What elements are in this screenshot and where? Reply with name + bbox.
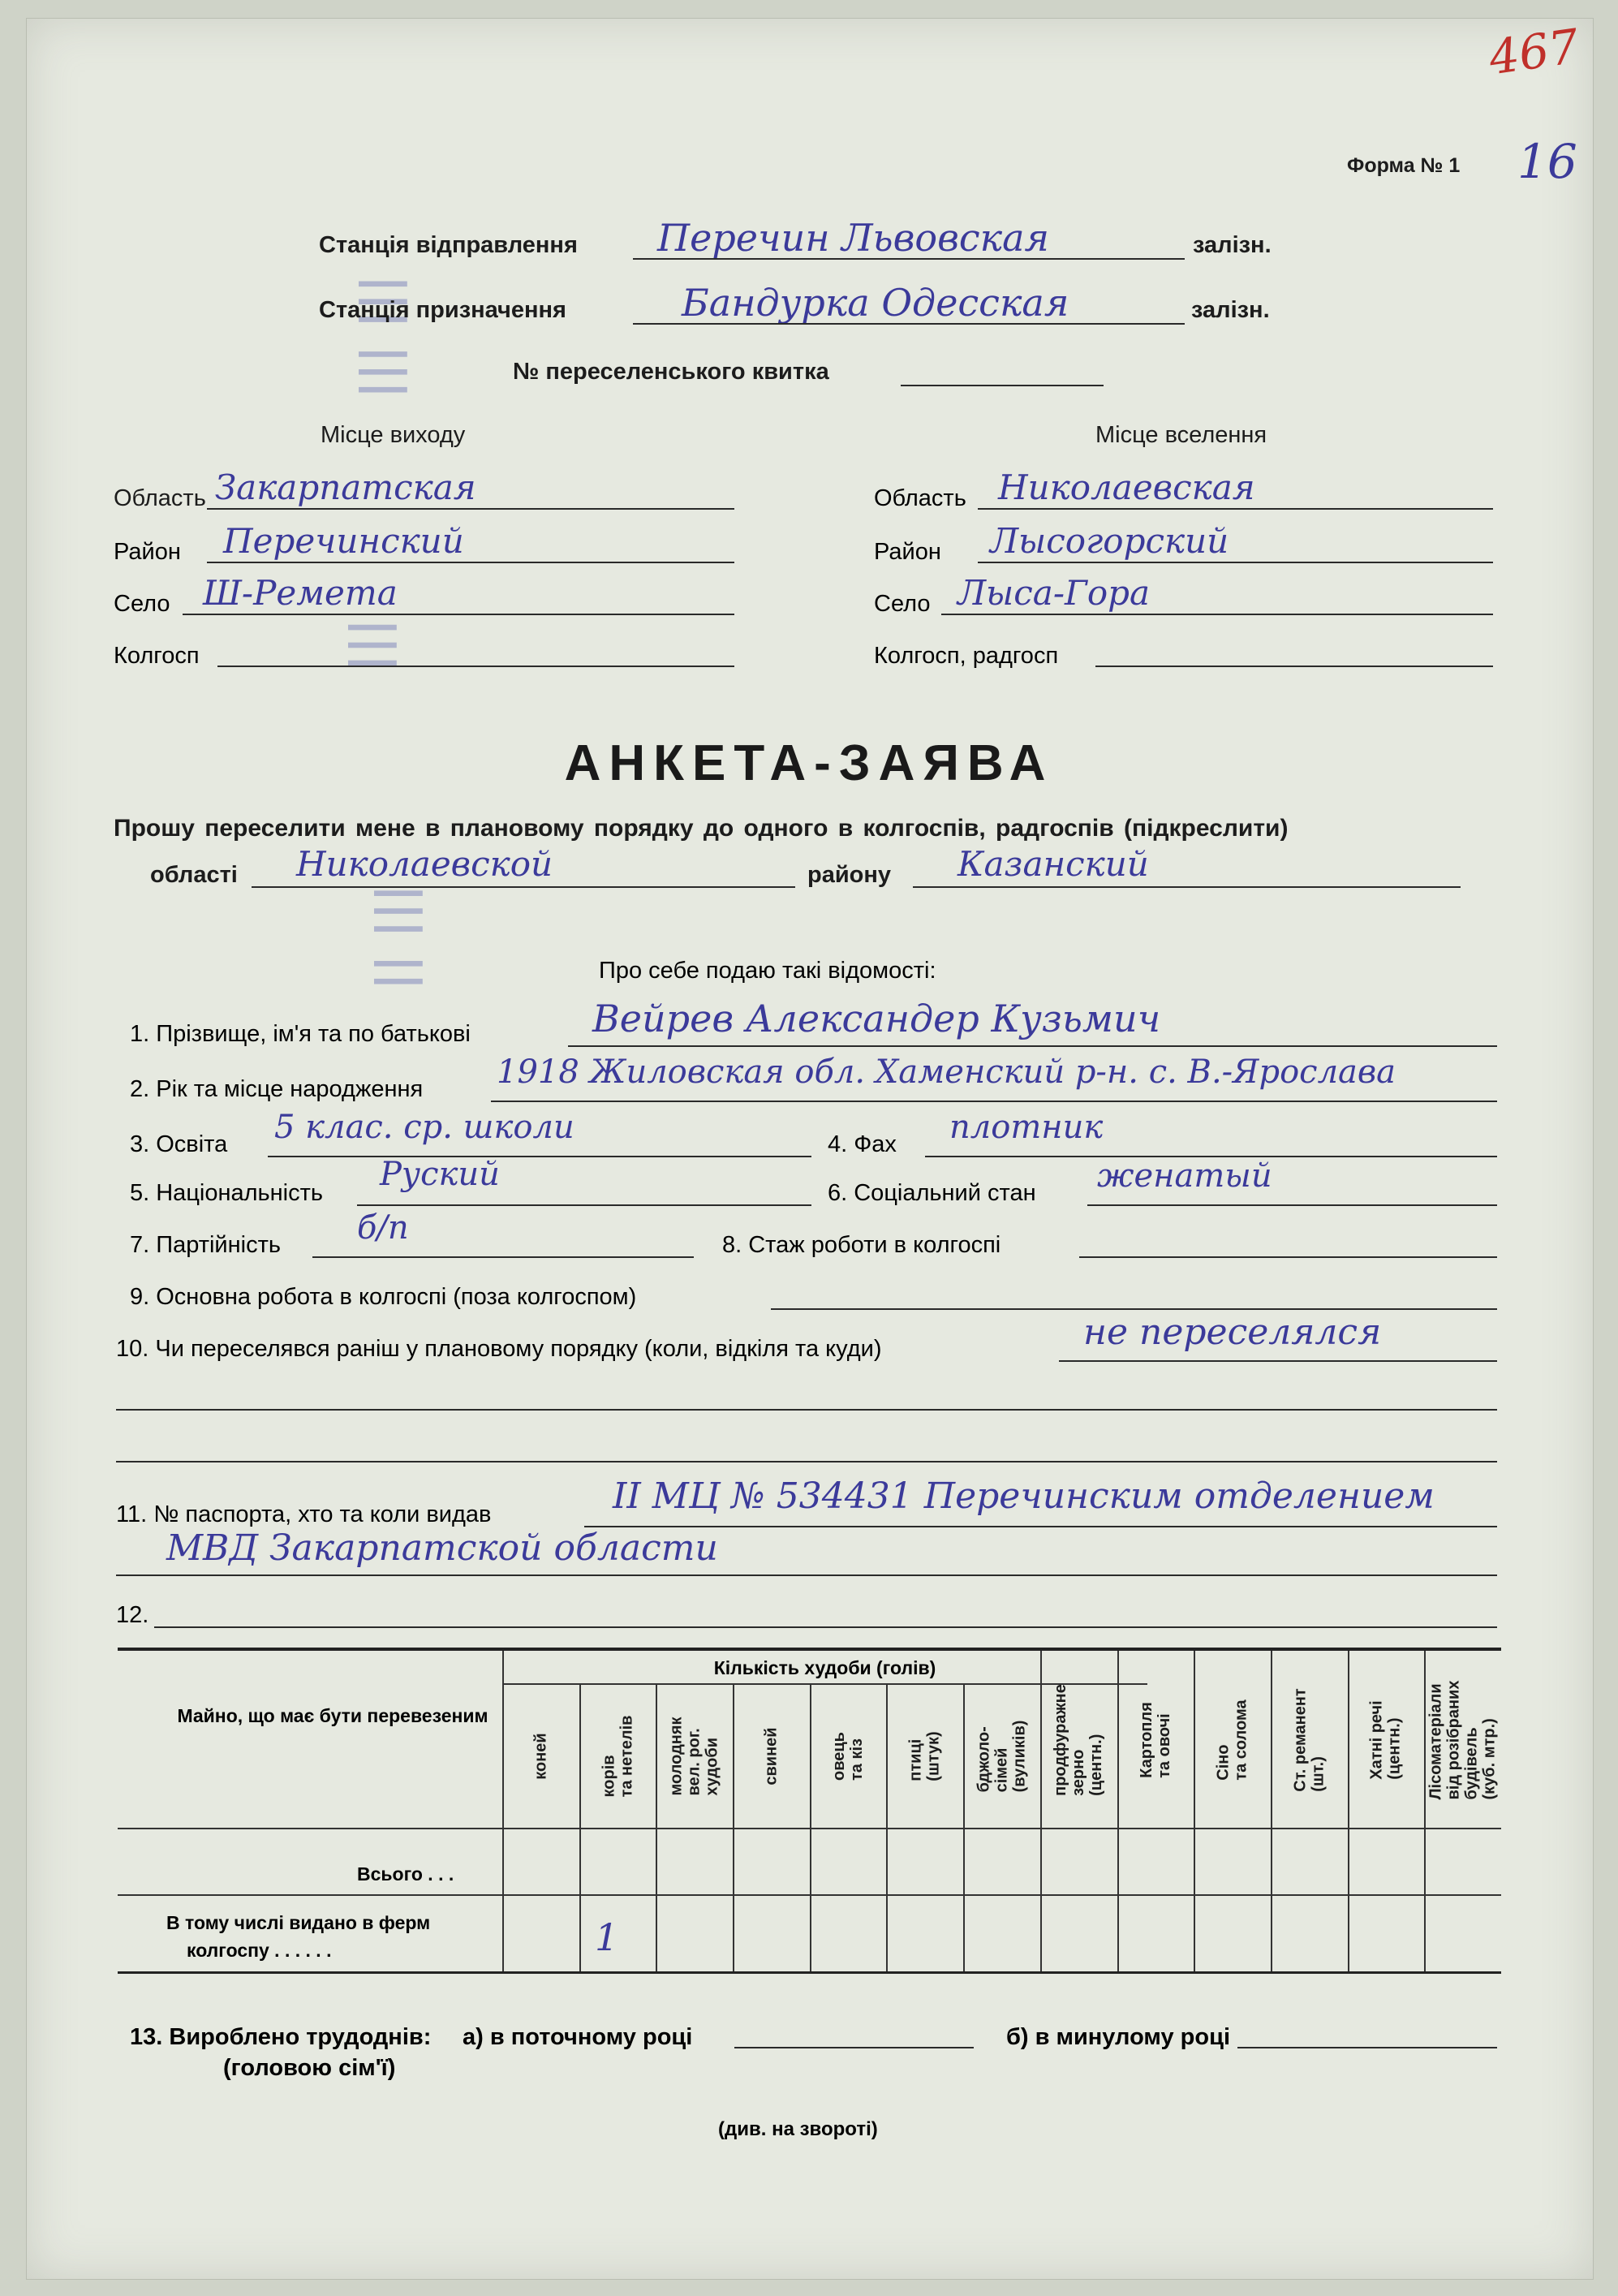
origin-raion-value: Перечинский [223, 521, 464, 561]
item7-label: 7. Партійність [130, 1232, 281, 1258]
table-col-header: коней [531, 1733, 550, 1780]
table-row-header: Майно, що має бути перевезеним [177, 1705, 488, 1726]
item6-label: 6. Соціальний стан [828, 1180, 1036, 1206]
destination-station-suffix: залізн. [1191, 297, 1270, 323]
item5-label: 5. Національність [130, 1180, 324, 1206]
origin-kolhosp-label: Колгосп [114, 643, 200, 669]
item6-value: женатый [1097, 1157, 1272, 1195]
row-farm-label-1: В тому числі видано в ферм [166, 1912, 431, 1933]
origin-oblast-line [207, 508, 734, 510]
item7-line [312, 1256, 694, 1258]
table-col-header: овець та кіз [830, 1732, 867, 1781]
destination-station-value: Бандурка Одесская [682, 281, 1069, 325]
departure-label: Станція відправлення [319, 232, 578, 258]
table-col-header: Лісоматеріали від розібраних будівель (куб. мтр.) [1427, 1680, 1499, 1800]
item4-label: 4. Фах [828, 1131, 897, 1157]
item11-line-1 [584, 1526, 1497, 1527]
destination-station-label: Станція призначення [319, 297, 566, 323]
property-table [118, 1648, 1501, 1974]
table-col-header: птиці (штук) [906, 1731, 943, 1781]
archive-number: 467 [1485, 18, 1582, 86]
item11-value-2: МВД Закарпатской области [166, 1527, 718, 1569]
item1-value: Вейрев Александер Кузьмич [592, 997, 1161, 1040]
departure-line [633, 258, 1185, 260]
item10-line [1059, 1360, 1497, 1362]
dest-kolhosp-label: Колгосп, радгосп [874, 643, 1059, 669]
item11-label: 11. № паспорта, хто та коли видав [116, 1501, 492, 1527]
about-heading: Про себе подаю такі відомості: [599, 958, 936, 984]
item5-value: Руский [380, 1156, 500, 1193]
workdays-last-line [1237, 2047, 1497, 2048]
table-col-header: Хатні речі (центн.) [1367, 1700, 1404, 1780]
dest-selo-label: Село [874, 591, 931, 617]
origin-kolhosp-line [217, 666, 734, 667]
table-col-header: молодняк вел. рог. худоби [667, 1717, 721, 1796]
table-col-header: Картопля та овочі [1137, 1702, 1173, 1778]
item5-line [357, 1204, 811, 1206]
dest-selo-line [941, 614, 1493, 615]
origin-selo-value: Ш-Ремета [203, 573, 398, 613]
item2-label: 2. Рік та місце народження [130, 1076, 424, 1102]
dest-oblast-value: Николаевская [998, 467, 1255, 507]
item3-label: 3. Освіта [130, 1131, 228, 1157]
origin-selo-label: Село [114, 591, 170, 617]
dest-oblast-line [978, 508, 1493, 510]
table-col-header: свиней [762, 1727, 781, 1786]
item11-line-2 [116, 1574, 1497, 1576]
origin-selo-line [183, 614, 734, 615]
workdays-last-label: б) в минулому році [1006, 2024, 1230, 2050]
row-total-label: Всього . . . [357, 1863, 454, 1885]
workdays-label: 13. Вироблено трудоднів: [130, 2024, 432, 2050]
workdays-current-label: а) в поточному році [463, 2024, 693, 2050]
footer-note: (див. на звороті) [718, 2118, 878, 2140]
destination-station-line [633, 323, 1185, 325]
form-title: АНКЕТА-ЗАЯВА [564, 735, 1054, 791]
dest-raion-label: Район [874, 539, 941, 565]
item2-line [491, 1101, 1497, 1102]
workdays-current-line [734, 2047, 974, 2048]
dest-oblast-label: Область [874, 485, 966, 511]
workdays-sublabel: (головою сім'ї) [223, 2055, 396, 2081]
item2-value: 1918 Жиловская обл. Хаменский р-н. с. В.-Ярослава [497, 1053, 1396, 1091]
request-text: Прошу переселити мене в плановому порядку до одного в колгоспів, радгоспів (підкреслити) [114, 815, 1289, 842]
form-label: Форма № 1 [1347, 154, 1461, 177]
table-group-header: Кількість худоби (голів) [713, 1657, 936, 1678]
item9-line [771, 1308, 1497, 1310]
departure-value: Перечин Львовская [657, 216, 1049, 260]
item12-label: 12. [116, 1602, 149, 1628]
table-col-header: бджоло- сімей (вуликів) [975, 1720, 1029, 1793]
dest-kolhosp-line [1095, 666, 1493, 667]
item8-label: 8. Стаж роботи в колгоспі [722, 1232, 1001, 1258]
table-col-header: Сіно та солома [1214, 1699, 1250, 1781]
item8-line [1079, 1256, 1497, 1258]
table-col-header: Ст. реманент (шт.) [1291, 1688, 1328, 1792]
sheet-number: 16 [1517, 134, 1577, 189]
dest-raion-line [978, 562, 1493, 563]
row-farm-label-2: колгоспу . . . . . . [187, 1940, 332, 1961]
row-farm-cows-value: 1 [595, 1915, 619, 1959]
origin-heading: Місце виходу [321, 422, 466, 448]
origin-raion-line [207, 562, 734, 563]
item11-value-1: II МЦ № 534431 Перечинским отделением [613, 1475, 1435, 1517]
departure-suffix: залізн. [1193, 232, 1272, 258]
item10-extra-line-1 [116, 1409, 1497, 1411]
item12-line [154, 1626, 1497, 1628]
item6-line [1087, 1204, 1497, 1206]
ticket-label: № переселенського квитка [513, 359, 829, 385]
request-oblast-label: області [150, 862, 238, 888]
item9-label: 9. Основна робота в колгоспі (поза колгоспом) [130, 1284, 637, 1310]
origin-oblast-value: Закарпатская [215, 467, 476, 507]
request-raion-label: району [807, 862, 892, 888]
item7-value: б/п [357, 1209, 409, 1247]
table-col-header: продфуражне зерно (центн.) [1052, 1684, 1106, 1796]
request-oblast-value: Николаевской [296, 844, 553, 884]
item3-line [268, 1156, 811, 1157]
item10-value: не переселялся [1083, 1312, 1382, 1353]
item3-value: 5 клас. ср. школи [274, 1109, 574, 1146]
origin-raion-label: Район [114, 539, 181, 565]
dest-selo-value: Лыса-Гора [957, 573, 1151, 613]
item10-extra-line-2 [116, 1461, 1497, 1462]
faded-stamp-marks: ||| ||| ||| ||| || [346, 274, 431, 991]
origin-oblast-label: Область [114, 485, 206, 511]
item1-label: 1. Прізвище, ім'я та по батькові [130, 1021, 471, 1047]
request-raion-line [913, 886, 1461, 888]
settlement-heading: Місце вселення [1095, 422, 1267, 448]
item4-value: плотник [949, 1109, 1104, 1146]
item10-label: 10. Чи переселявся раніш у плановому порядку (коли, відкіля та куди) [116, 1336, 882, 1362]
request-oblast-line [252, 886, 795, 888]
dest-raion-value: Лысогорский [990, 521, 1229, 561]
request-raion-value: Казанский [957, 844, 1149, 884]
table-col-header: корів та нетелів [600, 1715, 636, 1798]
ticket-line [901, 385, 1104, 386]
item1-line [568, 1045, 1497, 1047]
